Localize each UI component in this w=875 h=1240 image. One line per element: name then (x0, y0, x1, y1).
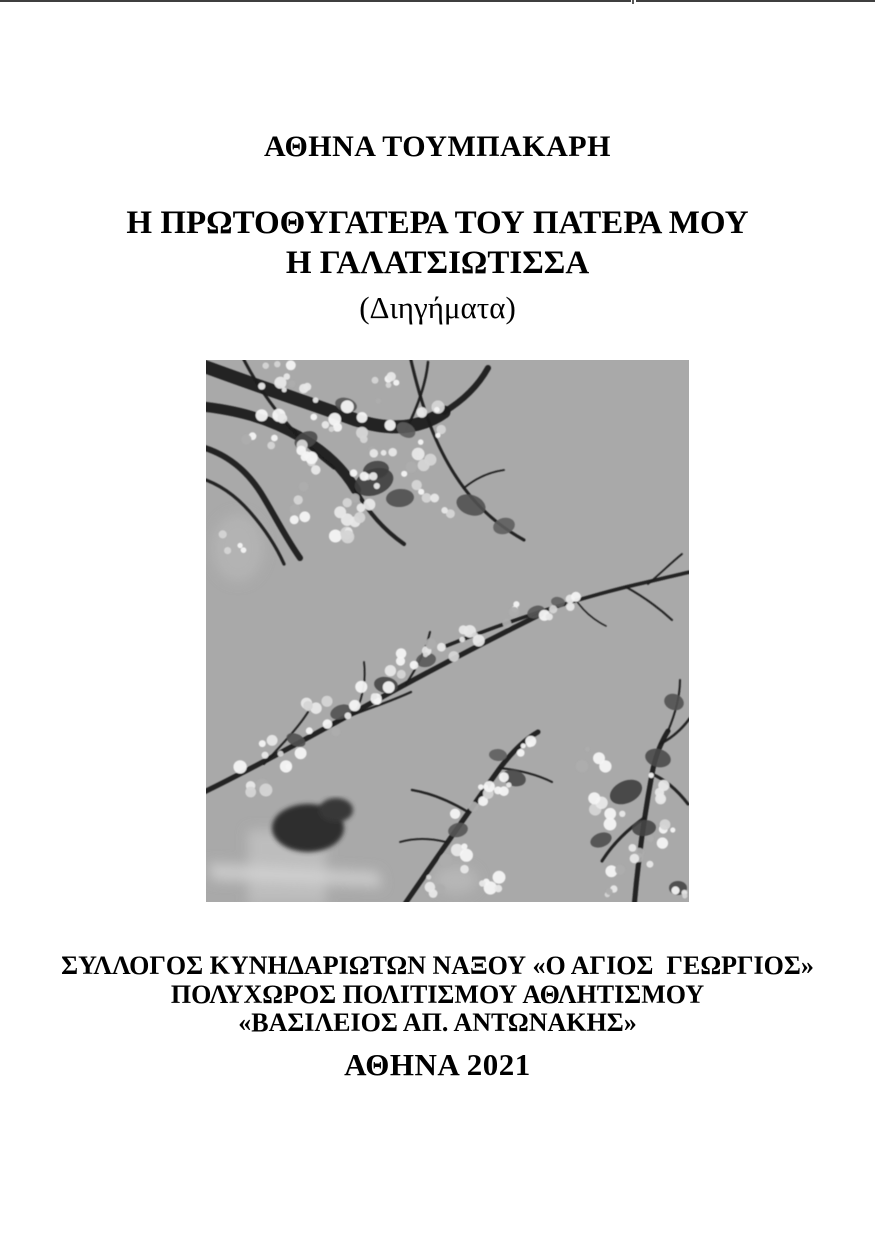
book-title-line-1: Η ΠΡΩΤΟΘΥΓΑΤΕΡΑ ΤΟΥ ΠΑΤΕΡΑ ΜΟΥ (126, 205, 749, 241)
cover-photo (206, 360, 689, 902)
top-edge-line-left (0, 0, 631, 2)
book-title-line-2: Η ΓΑΛΑΤΣΙΩΤΙΣΣΑ (285, 245, 590, 281)
publisher-line-association: ΣΥΛΛΟΓΟΣ ΚΥΝΗΔΑΡΙΩΤΩΝ ΝΑΞΟΥ «Ο ΑΓΙΟΣ ΓΕΩΡΓΙΟΣ» (61, 951, 814, 980)
publisher-line-hall-name: «ΒΑΣΙΛΕΙΟΣ ΑΠ. ΑΝΤΩΝΑΚΗΣ» (238, 1008, 637, 1037)
top-edge-notch (632, 0, 634, 4)
author-name: ΑΘΗΝΑ ΤΟΥΜΠΑΚΑΡΗ (264, 130, 611, 163)
cover-photo-blossoms-svg (206, 360, 689, 902)
book-subtitle-genre: (Διηγήματα) (359, 290, 516, 325)
imprint-city-year: ΑΘΗΝΑ 2021 (344, 1047, 531, 1082)
top-edge-line-right (636, 0, 875, 2)
publisher-line-venue: ΠΟΛΥΧΩΡΟΣ ΠΟΛΙΤΙΣΜΟΥ ΑΘΛΗΤΙΣΜΟΥ (170, 980, 705, 1009)
